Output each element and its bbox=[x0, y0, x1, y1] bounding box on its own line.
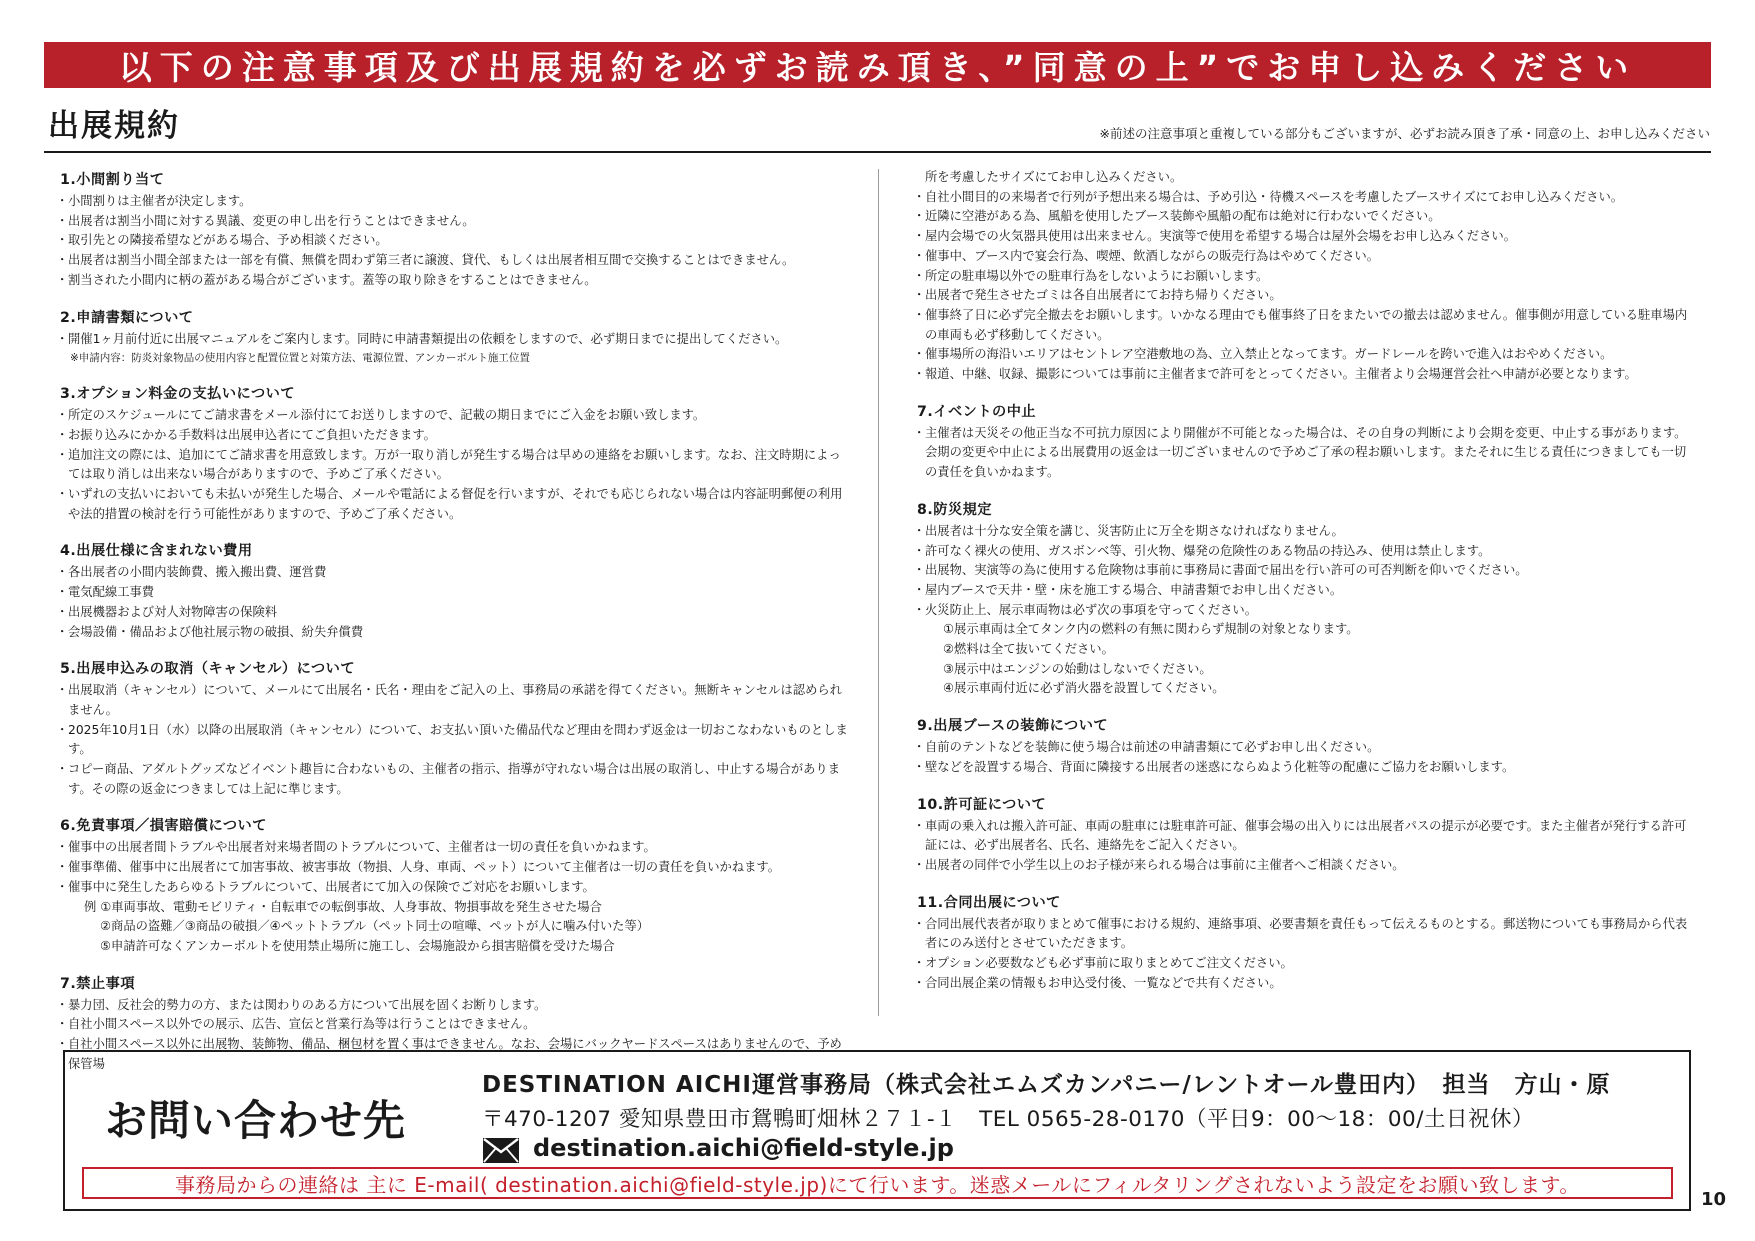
section-cancellation bbox=[60, 660, 850, 799]
section-fire-safety bbox=[917, 501, 1697, 699]
section-title: 1.小間割り当て bbox=[60, 172, 165, 188]
list-item: ・ 開催1ヶ月前付近に出展マニュアルをご案内します。同時に申請書類提出の依頼をしますので、必ず期日までに提出してください。 bbox=[60, 330, 850, 350]
section-joint-exhibit bbox=[917, 894, 1697, 994]
list-item: ・ 出展取消（キャンセル）について、メールにて出展名・氏名・理由をご記入の上、事務局の承諾を得てください。無断キャンセルは認められません。 bbox=[60, 681, 850, 720]
list-item: ・ 屋内会場での火気器具使用は出来ません。実演等で使用を希望する場合は屋外会場をお申し込みください。 bbox=[917, 227, 1697, 247]
right-column bbox=[917, 168, 1697, 1012]
list-item: ・ 所定のスケジュールにてご請求書をメール添付にてお送りしますので、記載の期日までにご入金をお願い致します。 bbox=[60, 406, 850, 426]
list-item: ・ 屋内ブースで天井・壁・床を施工する場合、申請書類でお申し出ください。 bbox=[917, 581, 1697, 601]
list-item: ・ 追加注文の際には、追加にてご請求書を用意致します。万が一取り消しが発生する場合は早めの連絡をお願いします。なお、注文時期によっては取り消しは出来ない場合がありますので、予めご了承ください。 bbox=[60, 446, 850, 485]
section-prohibited-continued bbox=[917, 168, 1697, 385]
section-title: 8.防災規定 bbox=[917, 501, 993, 518]
sub-item: ②燃料は全て抜いてください。 bbox=[943, 642, 1114, 657]
contact-organization: DESTINATION AICHI運営事務局（株式会社エムズカンパニー/レントオール豊田内） 担当 方山・原 bbox=[482, 1072, 1611, 1098]
list-item: ・ 出展者の同伴で小学生以上のお子様が来られる場合は事前に主催者へご相談ください。 bbox=[917, 856, 1697, 876]
list-item: ・ 火災防止上、展示車両物は必ず次の事項を守ってください。 bbox=[917, 601, 1697, 621]
list-item: ・ いずれの支払いにおいても未払いが発生した場合、メールや電話による督促を行いますが、それでも応じられない場合は内容証明郵便の利用や法的措置の検討を行う可能性がありますので、予めご了承ください。 bbox=[60, 485, 850, 524]
section-title: 5.出展申込みの取消（キャンセル）について bbox=[60, 661, 356, 678]
list-item: ・ 各出展者の小間内装飾費、搬入搬出費、運営費 bbox=[60, 563, 850, 583]
section-liability bbox=[60, 817, 850, 956]
left-column bbox=[60, 171, 850, 1093]
email-notice-text: 事務局からの連絡は 主に E-mail( destination.aichi@field-style.jp)にて行います。迷惑メールにフィルタリングされないよう設定をお願い致します。 bbox=[175, 1172, 1580, 1197]
contact-address: 〒470-1207 愛知県豊田市鴛鴨町畑林２７１-１ TEL 0565-28-0170（平日9：00～18：00/土日祝休） bbox=[482, 1107, 1534, 1132]
list-item: ・ 出展機器および対人対物障害の保険料 bbox=[60, 603, 850, 623]
application-note: ※申請内容：防炎対象物品の使用内容と配置位置と対策方法、電源位置、アンカーボルト施工位置 bbox=[70, 352, 530, 365]
list-item: ・ オプション必要数なども必ず事前に取りまとめてご注文ください。 bbox=[917, 954, 1697, 974]
list-item: ・ 催事場所の海沿いエリアはセントレア空港敷地の為、立入禁止となってます。ガードレールを跨いで進入はおやめください。 bbox=[917, 345, 1697, 365]
list-item: ・ 主催者は天災その他正当な不可抗力原因により開催が不可能となった場合は、その自身の判断により会期を変更、中止する事があります。会期の変更や中止による出展費用の返金は一切ございませんので予めご了承の程お願いします。またそれに生じる責任につきましても一切の責任を負いかねます。 bbox=[917, 424, 1697, 483]
section-title: 10.許可証について bbox=[917, 796, 1047, 813]
section-permits bbox=[917, 796, 1697, 876]
header-banner bbox=[44, 42, 1711, 88]
banner-text: 以下の注意事項及び出展規約を必ずお読み頂き、”同意の上”でお申し込みください bbox=[118, 47, 1637, 87]
example-line: 例 ①車両事故、電動モビリティ・自転車での転倒事故、人身事故、物損事故を発生させた場合 bbox=[84, 899, 602, 914]
list-item: ・ 所定の駐車場以外での駐車行為をしないようにお願いします。 bbox=[917, 267, 1697, 287]
section-title: 7.禁止事項 bbox=[60, 975, 136, 992]
list-item: ・ 出展者で発生させたゴミは各自出展者にてお持ち帰りください。 bbox=[917, 286, 1697, 306]
example-line: ②商品の盗難／③商品の破損／④ペットトラブル（ペット同士の喧嘩、ペットが人に噛み付いた等） bbox=[100, 919, 650, 934]
list-item: ・ 合同出展代表者が取りまとめて催事における規約、連絡事項、必要書類を責任もって伝えるものとする。郵送物についても事務局から代表者にのみ送付とさせていただきます。 bbox=[917, 915, 1697, 954]
example-line: ⑤申請許可なくアンカーボルトを使用禁止場所に施工し、会場施設から損害賠償を受けた場合 bbox=[100, 938, 615, 953]
list-item: ・ 割当された小間内に柄の蓋がある場合がございます。蓋等の取り除きをすることはできません。 bbox=[60, 271, 850, 291]
list-item: ・ 自社小間目的の来場者で行列が予想出来る場合は、予め引込・待機スペースを考慮したブースサイズにてお申し込みください。 bbox=[917, 188, 1697, 208]
email-notice bbox=[82, 1167, 1673, 1199]
list-item: ・ 催事中、ブース内で宴会行為、喫煙、飲酒しながらの販売行為はやめてください。 bbox=[917, 247, 1697, 267]
page-note: ※前述の注意事項と重複している部分もございますが、必ずお読み頂き了承・同意の上、お申し込みください bbox=[1099, 126, 1710, 141]
title-divider bbox=[44, 151, 1711, 153]
list-item: ・ 会場設備・備品および他社展示物の破損、紛失弁償費 bbox=[60, 623, 850, 643]
sub-item: ④展示車両付近に必ず消火器を設置してください。 bbox=[943, 681, 1225, 696]
list-item: ・ 2025年10月1日（水）以降の出展取消（キャンセル）について、お支払い頂いた備品代など理由を問わず返金は一切おこなわないものとします。 bbox=[60, 721, 850, 760]
section-title: 6.免責事項／損害賠償について bbox=[60, 818, 267, 835]
list-item: ・ 自社小間スペース以外に出展物、装飾物、備品、梱包材を置く事はできません。なお、会場にバックヤードスペースはありませんので、予め保管場 bbox=[60, 1035, 850, 1074]
list-item: ・ 催事中の出展者間トラブルや出展者対来場者間のトラブルについて、主催者は一切の責任を負いかねます。 bbox=[60, 838, 850, 858]
column-divider bbox=[878, 169, 879, 1016]
list-item: ・ コピー商品、アダルトグッズなどイベント趣旨に合わないもの、主催者の指示、指導が守れない場合は出展の取消し、中止する場合があります。その際の返金につきましては上記に準じます。 bbox=[60, 760, 850, 799]
list-item: ・ 小間割りは主催者が決定します。 bbox=[60, 192, 850, 212]
list-item: ・ 取引先との隣接希望などがある場合、予め相談ください。 bbox=[60, 231, 850, 251]
list-item: ・ 催事終了日に必ず完全撤去をお願いします。いかなる理由でも催事終了日をまたいでの撤去は認めません。催事側が用意している駐車場内の車両も必ず移動してください。 bbox=[917, 306, 1697, 345]
section-event-cancel bbox=[917, 403, 1697, 483]
list-item: ・ 出展者は割当小間全部または一部を有償、無償を問わず第三者に譲渡、貸代、もしくは出展者相互間で交換することはできません。 bbox=[60, 251, 850, 271]
section-booth-decoration bbox=[917, 717, 1697, 777]
list-item: ・ 出展物、実演等の為に使用する危険物は事前に事務局に書面で届出を行い許可の可否判断を仰いでください。 bbox=[917, 561, 1697, 581]
list-item: ・ 暴力団、反社会的勢力の方、または関わりのある方について出展を固くお断りします。 bbox=[60, 996, 850, 1016]
list-item: ・ 許可なく裸火の使用、ガスボンベ等、引火物、爆発の危険性のある物品の持込み、使用は禁止します。 bbox=[917, 542, 1697, 562]
continued-text: 所を考慮したサイズにてお申し込みください。 bbox=[925, 170, 1183, 184]
list-item: ・ 自前のテントなどを装飾に使う場合は前述の申請書類にて必ずお申し出ください。 bbox=[917, 738, 1697, 758]
section-title: 3.オプション料金の支払いについて bbox=[60, 386, 296, 403]
page-title: 出展規約 bbox=[48, 108, 180, 144]
list-item: ・ 壁などを設置する場合、背面に隣接する出展者の迷惑にならぬよう化粧等の配慮にご協力をお願いします。 bbox=[917, 758, 1697, 778]
list-item: ・ 合同出展企業の情報もお申込受付後、一覧などで共有ください。 bbox=[917, 974, 1697, 994]
list-item: ・ 出展者は十分な安全策を講じ、災害防止に万全を期さなければなりません。 bbox=[917, 522, 1697, 542]
list-item: ・ お振り込みにかかる手数料は出展申込者にてご負担いただきます。 bbox=[60, 426, 850, 446]
section-title: 2.申請書類について bbox=[60, 309, 194, 326]
section-title: 11.合同出展について bbox=[917, 894, 1061, 911]
section-option-payment bbox=[60, 385, 850, 524]
list-item: ・ 電気配線工事費 bbox=[60, 583, 850, 603]
envelope-icon bbox=[483, 1138, 519, 1163]
section-title: 4.出展仕様に含まれない費用 bbox=[60, 543, 253, 560]
sub-item: ①展示車両は全てタンク内の燃料の有無に関わらず規制の対象となります。 bbox=[943, 622, 1359, 637]
list-item: ・ 報道、中継、収録、撮影については事前に主催者まで許可をとってください。主催者より会場運営会社へ申請が必要となります。 bbox=[917, 365, 1697, 385]
section-title: 7.イベントの中止 bbox=[917, 403, 1037, 420]
contact-email-link[interactable]: destination.aichi@field-style.jp bbox=[533, 1134, 954, 1162]
list-item: ・ 出展者は割当小間に対する異議、変更の申し出を行うことはできません。 bbox=[60, 212, 850, 232]
section-documents bbox=[60, 309, 850, 368]
section-title: 9.出展ブースの装飾について bbox=[917, 718, 1109, 735]
sub-item: ③展示中はエンジンの始動はしないでください。 bbox=[943, 661, 1212, 676]
list-item: ・ 車両の乗入れは搬入許可証、車両の駐車には駐車許可証、催事会場の出入りには出展者パスの提示が必要です。また主催者が発行する許可証には、必ず出展者名、氏名、連絡先をご記入ください。 bbox=[917, 817, 1697, 856]
contact-label: お問い合わせ先 bbox=[105, 1096, 407, 1145]
list-item: ・ 催事中に発生したあらゆるトラブルについて、出展者にて加入の保険でご対応をお願いします。 bbox=[60, 878, 850, 898]
list-item: ・ 自社小間スペース以外での展示、広告、宣伝と営業行為等は行うことはできません。 bbox=[60, 1015, 850, 1035]
section-allocation bbox=[60, 171, 850, 291]
section-excluded-costs bbox=[60, 542, 850, 642]
list-item: ・ 催事準備、催事中に出展者にて加害事故、被害事故（物損、人身、車両、ペット）について主催者は一切の責任を負いかねます。 bbox=[60, 858, 850, 878]
contact-box bbox=[63, 1050, 1691, 1211]
page-number: 10 bbox=[1701, 1189, 1727, 1210]
list-item: ・ 近隣に空港がある為、風船を使用したブース装飾や風船の配布は絶対に行わないでください。 bbox=[917, 207, 1697, 227]
